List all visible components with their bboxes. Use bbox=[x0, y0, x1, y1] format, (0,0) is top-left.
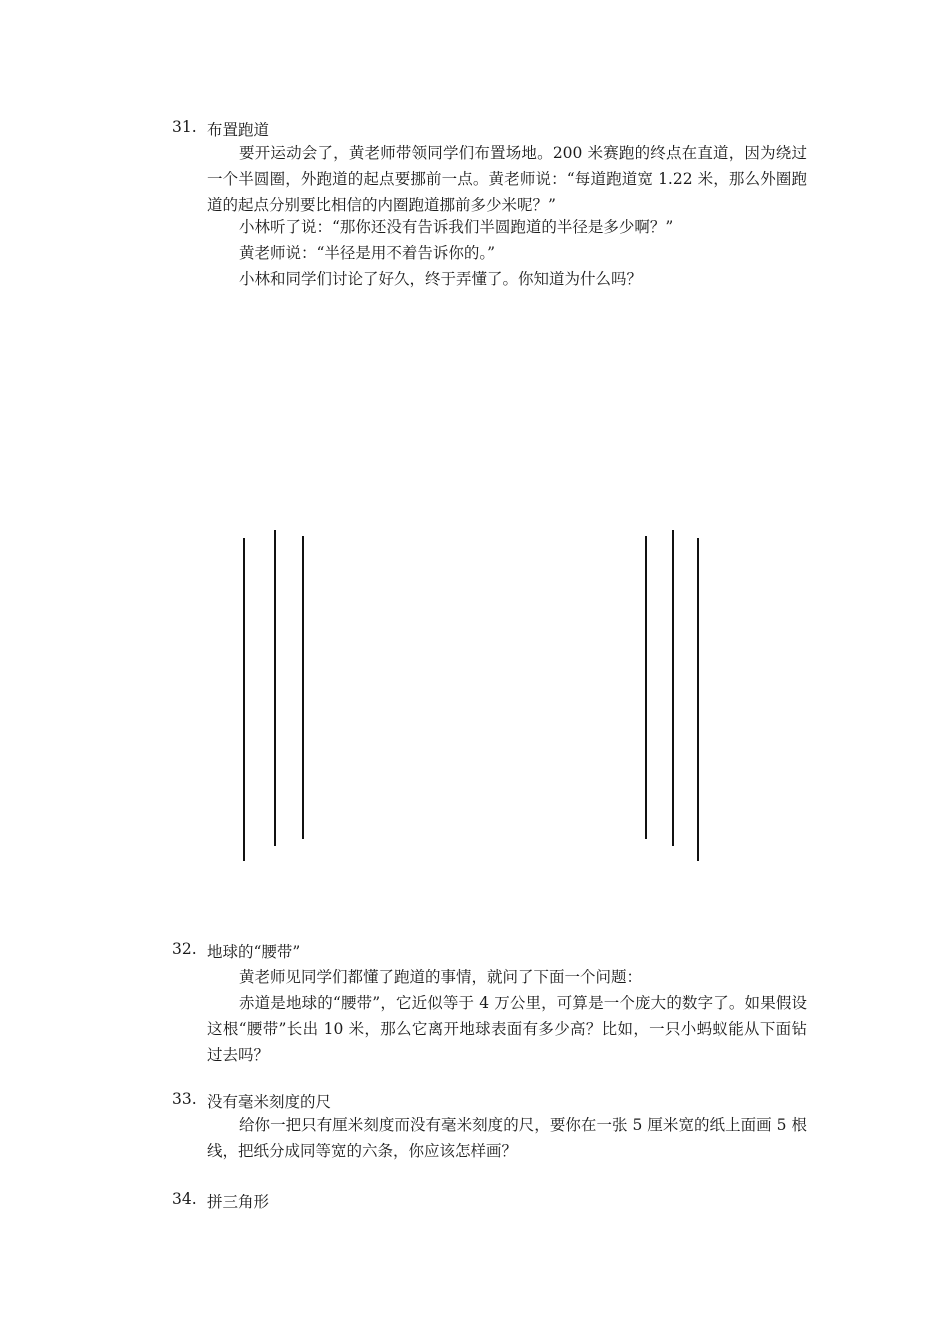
question-paragraph: 黄老师见同学们都懂了跑道的事情，就问了下面一个问题： bbox=[239, 968, 643, 986]
question-number: 33. bbox=[172, 1090, 197, 1108]
left-middle-lane-line bbox=[274, 530, 276, 846]
question-title: 拼三角形 bbox=[207, 1193, 270, 1211]
question-title: 地球的“腰带” bbox=[207, 943, 301, 961]
question-title: 布置跑道 bbox=[207, 121, 270, 139]
question-number: 34. bbox=[172, 1190, 197, 1208]
right-middle-lane-line bbox=[672, 530, 674, 846]
right-inner-lane-line bbox=[645, 536, 647, 839]
left-inner-lane-line bbox=[302, 536, 304, 839]
question-paragraph: 要开运动会了，黄老师带领同学们布置场地。200 米赛跑的终点在直道，因为绕过一个半圆圈，外跑道的起点要挪前一点。黄老师说：“每道跑道宽 1.22 米，那么外圈跑道的起点分别要比相信的内圈跑道挪前多少米呢？” bbox=[207, 144, 807, 214]
question-paragraph: 给你一把只有厘米刻度而没有毫米刻度的尺，要你在一张 5 厘米宽的纸上面画 5 根线，把纸分成同等宽的六条，你应该怎样画？ bbox=[207, 1116, 807, 1160]
question-title: 没有毫米刻度的尺 bbox=[207, 1093, 332, 1111]
question-paragraph: 赤道是地球的“腰带”，它近似等于 4 万公里，可算是一个庞大的数字了。如果假设这根“腰带”长出 10 米，那么它离开地球表面有多少高？比如，一只小蚂蚁能从下面钻过去吗？ bbox=[207, 994, 807, 1064]
question-paragraph: 小林听了说：“那你还没有告诉我们半圆跑道的半径是多少啊？” bbox=[239, 218, 674, 236]
question-number: 31. bbox=[172, 118, 197, 136]
question-paragraph: 小林和同学们讨论了好久，终于弄懂了。你知道为什么吗？ bbox=[239, 270, 643, 288]
right-outer-lane-line bbox=[697, 538, 699, 861]
left-outer-lane-line bbox=[243, 538, 245, 861]
question-number: 32. bbox=[172, 940, 197, 958]
question-paragraph: 黄老师说：“半径是用不着告诉你的。” bbox=[239, 244, 496, 262]
